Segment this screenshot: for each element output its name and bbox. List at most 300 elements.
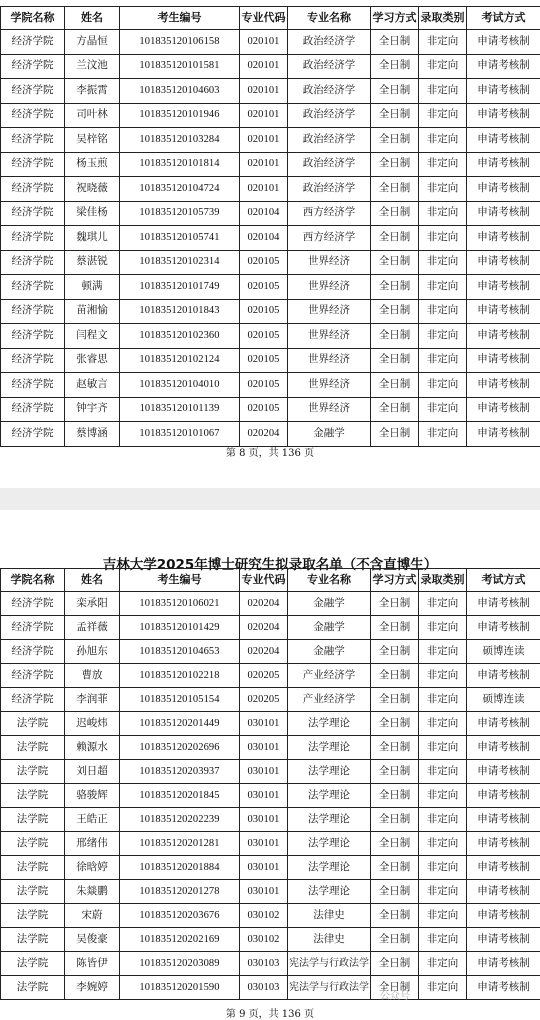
major-name-cell: 金融学 (288, 640, 371, 664)
table-row (1, 904, 540, 928)
major-code-cell: 020101 (240, 152, 288, 177)
name-cell: 陈皆伊 (65, 952, 120, 976)
candidate-id-cell: 101835120102314 (120, 250, 240, 275)
college-cell: 经济学院 (1, 664, 65, 688)
exam-method-cell: 申请考核制 (467, 250, 540, 275)
exam-method-cell: 申请考核制 (467, 79, 540, 104)
name-cell: 迟峻炜 (65, 712, 120, 736)
college-cell: 经济学院 (1, 250, 65, 275)
major-name-cell: 法学理论 (288, 760, 371, 784)
exam-method-cell: 申请考核制 (467, 616, 540, 640)
admission-type-cell: 非定向 (419, 373, 467, 398)
college-cell: 经济学院 (1, 397, 65, 422)
major-code-cell: 020204 (240, 422, 288, 447)
college-cell: 经济学院 (1, 640, 65, 664)
name-cell: 杨玉煎 (65, 152, 120, 177)
column-header: 考试方式 (467, 7, 540, 30)
major-name-cell: 产业经济学 (288, 664, 371, 688)
name-cell: 司叶林 (65, 103, 120, 128)
study-mode-cell: 全日制 (371, 152, 419, 177)
candidate-id-cell: 101835120201449 (120, 712, 240, 736)
name-cell: 梁佳杨 (65, 201, 120, 226)
candidate-id-cell: 101835120102218 (120, 664, 240, 688)
college-cell: 法学院 (1, 976, 65, 1000)
column-header: 姓名 (65, 7, 120, 30)
major-code-cell: 020204 (240, 616, 288, 640)
column-header: 专业代码 (240, 7, 288, 30)
study-mode-cell: 全日制 (371, 103, 419, 128)
study-mode-cell: 全日制 (371, 616, 419, 640)
candidate-id-cell: 101835120203937 (120, 760, 240, 784)
study-mode-cell: 全日制 (371, 784, 419, 808)
major-name-cell: 世界经济 (288, 373, 371, 398)
table-row (1, 640, 540, 664)
study-mode-cell: 全日制 (371, 30, 419, 55)
name-cell: 曹放 (65, 664, 120, 688)
major-code-cell: 020105 (240, 299, 288, 324)
major-code-cell: 020105 (240, 324, 288, 349)
table-row (1, 103, 540, 128)
table-row (1, 616, 540, 640)
college-cell: 经济学院 (1, 79, 65, 104)
college-cell: 法学院 (1, 880, 65, 904)
study-mode-cell: 全日制 (371, 712, 419, 736)
candidate-id-cell: 101835120101067 (120, 422, 240, 447)
candidate-id-cell: 101835120104010 (120, 373, 240, 398)
column-header: 学院名称 (1, 7, 65, 30)
document-page-9 (0, 510, 540, 1016)
name-cell: 魏琪儿 (65, 226, 120, 251)
major-code-cell: 030101 (240, 808, 288, 832)
page-separator (0, 488, 540, 510)
major-name-cell: 法学理论 (288, 784, 371, 808)
admission-type-cell: 非定向 (419, 928, 467, 952)
column-header: 学习方式 (371, 7, 419, 30)
major-name-cell: 金融学 (288, 422, 371, 447)
major-code-cell: 020105 (240, 373, 288, 398)
candidate-id-cell: 101835120201590 (120, 976, 240, 1000)
candidate-id-cell: 101835120102360 (120, 324, 240, 349)
college-cell: 经济学院 (1, 103, 65, 128)
major-name-cell: 法学理论 (288, 856, 371, 880)
admission-type-cell: 非定向 (419, 904, 467, 928)
college-cell: 法学院 (1, 856, 65, 880)
name-cell: 兰汶池 (65, 54, 120, 79)
exam-method-cell: 申请考核制 (467, 664, 540, 688)
college-cell: 经济学院 (1, 30, 65, 55)
major-name-cell: 法学理论 (288, 808, 371, 832)
admission-type-cell: 非定向 (419, 736, 467, 760)
exam-method-cell: 硕博连读 (467, 640, 540, 664)
column-header: 录取类别 (419, 7, 467, 30)
study-mode-cell: 全日制 (371, 688, 419, 712)
exam-method-cell: 申请考核制 (467, 201, 540, 226)
study-mode-cell: 全日制 (371, 736, 419, 760)
exam-method-cell: 申请考核制 (467, 904, 540, 928)
college-cell: 法学院 (1, 952, 65, 976)
admission-table-page-9 (0, 568, 540, 1000)
major-name-cell: 法学理论 (288, 832, 371, 856)
table-row (1, 79, 540, 104)
admission-type-cell: 非定向 (419, 79, 467, 104)
candidate-id-cell: 101835120202169 (120, 928, 240, 952)
study-mode-cell: 全日制 (371, 880, 419, 904)
study-mode-cell: 全日制 (371, 904, 419, 928)
study-mode-cell: 全日制 (371, 760, 419, 784)
major-code-cell: 020204 (240, 592, 288, 616)
column-header: 学习方式 (371, 569, 419, 592)
college-cell: 法学院 (1, 736, 65, 760)
admission-type-cell: 非定向 (419, 201, 467, 226)
exam-method-cell: 申请考核制 (467, 324, 540, 349)
major-name-cell: 西方经济学 (288, 226, 371, 251)
admission-type-cell: 非定向 (419, 880, 467, 904)
major-name-cell: 法学理论 (288, 736, 371, 760)
exam-method-cell: 申请考核制 (467, 397, 540, 422)
document-title: 吉林大学2025年博士研究生拟录取名单（不含直博生） (0, 553, 540, 573)
table-row (1, 373, 540, 398)
study-mode-cell: 全日制 (371, 275, 419, 300)
major-code-cell: 030101 (240, 856, 288, 880)
admission-table-page-8 (0, 6, 540, 447)
major-name-cell: 金融学 (288, 592, 371, 616)
admission-type-cell: 非定向 (419, 324, 467, 349)
major-code-cell: 020205 (240, 688, 288, 712)
admission-type-cell: 非定向 (419, 688, 467, 712)
college-cell: 法学院 (1, 904, 65, 928)
exam-method-cell: 申请考核制 (467, 928, 540, 952)
column-header: 学院名称 (1, 569, 65, 592)
candidate-id-cell: 101835120202696 (120, 736, 240, 760)
major-name-cell: 世界经济 (288, 324, 371, 349)
exam-method-cell: 申请考核制 (467, 299, 540, 324)
admission-type-cell: 非定向 (419, 856, 467, 880)
name-cell: 祝晓薇 (65, 177, 120, 202)
college-cell: 经济学院 (1, 275, 65, 300)
study-mode-cell: 全日制 (371, 928, 419, 952)
major-name-cell: 政治经济学 (288, 152, 371, 177)
exam-method-cell: 申请考核制 (467, 760, 540, 784)
candidate-id-cell: 101835120202239 (120, 808, 240, 832)
exam-method-cell: 申请考核制 (467, 832, 540, 856)
name-cell: 刘日超 (65, 760, 120, 784)
name-cell: 李婉婷 (65, 976, 120, 1000)
major-code-cell: 020101 (240, 128, 288, 153)
admission-type-cell: 非定向 (419, 784, 467, 808)
document-page-8 (0, 0, 540, 488)
candidate-id-cell: 101835120101139 (120, 397, 240, 422)
major-name-cell: 产业经济学 (288, 688, 371, 712)
major-code-cell: 020105 (240, 348, 288, 373)
college-cell: 法学院 (1, 832, 65, 856)
study-mode-cell: 全日制 (371, 832, 419, 856)
study-mode-cell: 全日制 (371, 592, 419, 616)
candidate-id-cell: 101835120101749 (120, 275, 240, 300)
major-name-cell: 法律史 (288, 928, 371, 952)
college-cell: 经济学院 (1, 592, 65, 616)
major-code-cell: 020104 (240, 201, 288, 226)
column-header: 录取类别 (419, 569, 467, 592)
major-code-cell: 030101 (240, 880, 288, 904)
major-name-cell: 世界经济 (288, 250, 371, 275)
college-cell: 法学院 (1, 760, 65, 784)
admission-type-cell: 非定向 (419, 976, 467, 1000)
major-code-cell: 030101 (240, 760, 288, 784)
admission-type-cell: 非定向 (419, 250, 467, 275)
major-name-cell: 法律史 (288, 904, 371, 928)
name-cell: 朱燚鹏 (65, 880, 120, 904)
admission-type-cell: 非定向 (419, 177, 467, 202)
candidate-id-cell: 101835120101581 (120, 54, 240, 79)
major-code-cell: 030103 (240, 952, 288, 976)
study-mode-cell: 全日制 (371, 226, 419, 251)
exam-method-cell: 申请考核制 (467, 348, 540, 373)
major-name-cell: 法学理论 (288, 712, 371, 736)
exam-method-cell: 申请考核制 (467, 373, 540, 398)
exam-method-cell: 申请考核制 (467, 103, 540, 128)
exam-method-cell: 申请考核制 (467, 712, 540, 736)
table-row (1, 880, 540, 904)
column-header: 考试方式 (467, 569, 540, 592)
college-cell: 经济学院 (1, 54, 65, 79)
name-cell: 孟祥薇 (65, 616, 120, 640)
college-cell: 经济学院 (1, 616, 65, 640)
table-row (1, 30, 540, 55)
exam-method-cell: 申请考核制 (467, 736, 540, 760)
exam-method-cell: 申请考核制 (467, 54, 540, 79)
admission-type-cell: 非定向 (419, 592, 467, 616)
name-cell: 赖源水 (65, 736, 120, 760)
major-code-cell: 020105 (240, 397, 288, 422)
candidate-id-cell: 101835120201845 (120, 784, 240, 808)
major-name-cell: 政治经济学 (288, 54, 371, 79)
major-code-cell: 030101 (240, 736, 288, 760)
exam-method-cell: 申请考核制 (467, 856, 540, 880)
table-row (1, 54, 540, 79)
name-cell: 骆骏辉 (65, 784, 120, 808)
table-row (1, 928, 540, 952)
candidate-id-cell: 101835120102124 (120, 348, 240, 373)
table-row (1, 736, 540, 760)
admission-type-cell: 非定向 (419, 808, 467, 832)
table-row (1, 397, 540, 422)
name-cell: 方晶恒 (65, 30, 120, 55)
table-header-row (1, 7, 540, 30)
exam-method-cell: 申请考核制 (467, 128, 540, 153)
table-row (1, 952, 540, 976)
college-cell: 经济学院 (1, 177, 65, 202)
candidate-id-cell: 101835120101946 (120, 103, 240, 128)
major-name-cell: 世界经济 (288, 275, 371, 300)
admission-type-cell: 非定向 (419, 128, 467, 153)
study-mode-cell: 全日制 (371, 201, 419, 226)
column-header: 专业名称 (288, 569, 371, 592)
college-cell: 经济学院 (1, 422, 65, 447)
major-name-cell: 西方经济学 (288, 201, 371, 226)
table-row (1, 832, 540, 856)
name-cell: 栾承阳 (65, 592, 120, 616)
column-header: 考生编号 (120, 7, 240, 30)
study-mode-cell: 全日制 (371, 856, 419, 880)
name-cell: 宋蔚 (65, 904, 120, 928)
study-mode-cell: 全日制 (371, 54, 419, 79)
candidate-id-cell: 101835120203676 (120, 904, 240, 928)
table-row (1, 592, 540, 616)
table-row (1, 250, 540, 275)
admission-type-cell: 非定向 (419, 952, 467, 976)
major-name-cell: 世界经济 (288, 397, 371, 422)
major-name-cell: 法学理论 (288, 880, 371, 904)
college-cell: 法学院 (1, 808, 65, 832)
table-row (1, 152, 540, 177)
major-code-cell: 020105 (240, 250, 288, 275)
name-cell: 王皓正 (65, 808, 120, 832)
name-cell: 蔡博涵 (65, 422, 120, 447)
name-cell: 李润菲 (65, 688, 120, 712)
candidate-id-cell: 101835120101843 (120, 299, 240, 324)
college-cell: 经济学院 (1, 201, 65, 226)
major-code-cell: 030102 (240, 928, 288, 952)
major-name-cell: 政治经济学 (288, 128, 371, 153)
candidate-id-cell: 101835120103284 (120, 128, 240, 153)
exam-method-cell: 申请考核制 (467, 152, 540, 177)
major-name-cell: 政治经济学 (288, 177, 371, 202)
study-mode-cell: 全日制 (371, 250, 419, 275)
name-cell: 闫程文 (65, 324, 120, 349)
candidate-id-cell: 101835120104603 (120, 79, 240, 104)
table-row (1, 348, 540, 373)
major-code-cell: 030101 (240, 832, 288, 856)
major-code-cell: 030101 (240, 712, 288, 736)
name-cell: 吴梓铭 (65, 128, 120, 153)
candidate-id-cell: 101835120203089 (120, 952, 240, 976)
table-row (1, 324, 540, 349)
major-name-cell: 政治经济学 (288, 30, 371, 55)
exam-method-cell: 申请考核制 (467, 177, 540, 202)
candidate-id-cell: 101835120105739 (120, 201, 240, 226)
name-cell: 钟宇齐 (65, 397, 120, 422)
major-name-cell: 宪法学与行政法学 (288, 952, 371, 976)
name-cell: 孙旭东 (65, 640, 120, 664)
exam-method-cell: 申请考核制 (467, 808, 540, 832)
column-header: 专业名称 (288, 7, 371, 30)
table-row (1, 688, 540, 712)
candidate-id-cell: 101835120201281 (120, 832, 240, 856)
name-cell: 徐晗婷 (65, 856, 120, 880)
exam-method-cell: 申请考核制 (467, 880, 540, 904)
table-header-row (1, 569, 540, 592)
study-mode-cell: 全日制 (371, 324, 419, 349)
exam-method-cell: 申请考核制 (467, 952, 540, 976)
candidate-id-cell: 101835120104653 (120, 640, 240, 664)
exam-method-cell: 申请考核制 (467, 226, 540, 251)
table-row (1, 760, 540, 784)
table-row (1, 856, 540, 880)
page-footer: 第 8 页，共 136 页 (0, 444, 540, 459)
major-name-cell: 宪法学与行政法学 (288, 976, 371, 1000)
exam-method-cell: 申请考核制 (467, 30, 540, 55)
admission-type-cell: 非定向 (419, 299, 467, 324)
table-row (1, 201, 540, 226)
name-cell: 蔡湛锐 (65, 250, 120, 275)
table-row (1, 808, 540, 832)
admission-type-cell: 非定向 (419, 640, 467, 664)
major-code-cell: 020205 (240, 664, 288, 688)
candidate-id-cell: 101835120104724 (120, 177, 240, 202)
major-code-cell: 020101 (240, 79, 288, 104)
name-cell: 吴俊豪 (65, 928, 120, 952)
exam-method-cell: 申请考核制 (467, 275, 540, 300)
college-cell: 经济学院 (1, 324, 65, 349)
table-row (1, 299, 540, 324)
candidate-id-cell: 101835120101814 (120, 152, 240, 177)
major-code-cell: 030102 (240, 904, 288, 928)
candidate-id-cell: 101835120201884 (120, 856, 240, 880)
exam-method-cell: 申请考核制 (467, 976, 540, 1000)
major-code-cell: 020104 (240, 226, 288, 251)
admission-type-cell: 非定向 (419, 397, 467, 422)
table-row (1, 226, 540, 251)
table-row (1, 177, 540, 202)
name-cell: 顿满 (65, 275, 120, 300)
exam-method-cell: 申请考核制 (467, 422, 540, 447)
name-cell: 邢绪伟 (65, 832, 120, 856)
major-code-cell: 020101 (240, 177, 288, 202)
admission-type-cell: 非定向 (419, 275, 467, 300)
study-mode-cell: 全日制 (371, 422, 419, 447)
study-mode-cell: 全日制 (371, 976, 419, 1000)
admission-type-cell: 非定向 (419, 664, 467, 688)
major-code-cell: 020101 (240, 103, 288, 128)
table-row (1, 128, 540, 153)
major-name-cell: 政治经济学 (288, 103, 371, 128)
column-header: 专业代码 (240, 569, 288, 592)
column-header: 姓名 (65, 569, 120, 592)
admission-type-cell: 非定向 (419, 103, 467, 128)
admission-type-cell: 非定向 (419, 422, 467, 447)
major-name-cell: 世界经济 (288, 299, 371, 324)
study-mode-cell: 全日制 (371, 79, 419, 104)
candidate-id-cell: 101835120201278 (120, 880, 240, 904)
major-code-cell: 020101 (240, 30, 288, 55)
table-row (1, 664, 540, 688)
table-row (1, 712, 540, 736)
major-code-cell: 020105 (240, 275, 288, 300)
candidate-id-cell: 101835120106158 (120, 30, 240, 55)
table-row (1, 784, 540, 808)
college-cell: 法学院 (1, 784, 65, 808)
college-cell: 经济学院 (1, 128, 65, 153)
major-code-cell: 030101 (240, 784, 288, 808)
study-mode-cell: 全日制 (371, 299, 419, 324)
study-mode-cell: 全日制 (371, 952, 419, 976)
exam-method-cell: 硕博连读 (467, 688, 540, 712)
table-row (1, 422, 540, 447)
page-footer: 第 9 页，共 136 页 (0, 1005, 540, 1020)
study-mode-cell: 全日制 (371, 177, 419, 202)
table-row (1, 976, 540, 1000)
major-name-cell: 金融学 (288, 616, 371, 640)
college-cell: 法学院 (1, 712, 65, 736)
college-cell: 经济学院 (1, 348, 65, 373)
admission-type-cell: 非定向 (419, 152, 467, 177)
admission-type-cell: 非定向 (419, 54, 467, 79)
name-cell: 苗湘愉 (65, 299, 120, 324)
name-cell: 赵敏言 (65, 373, 120, 398)
study-mode-cell: 全日制 (371, 664, 419, 688)
candidate-id-cell: 101835120106021 (120, 592, 240, 616)
major-name-cell: 世界经济 (288, 348, 371, 373)
